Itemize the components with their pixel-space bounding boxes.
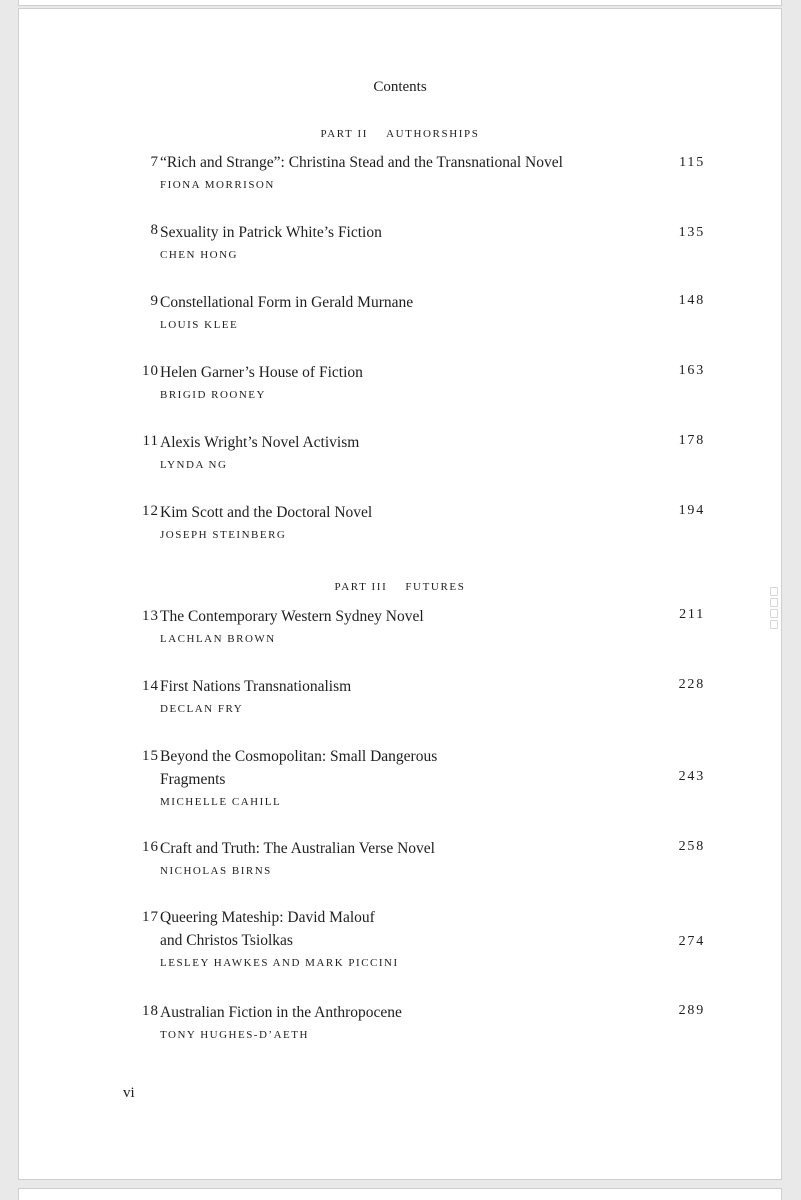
part-name: FUTURES [405,581,466,593]
chapter-number: 17 [142,909,159,925]
next-page-edge [18,1188,782,1200]
chapter-author: DECLAN FRY [160,703,244,715]
page-number: 148 [678,293,705,308]
chapter-number: 13 [142,608,159,624]
chapter-number: 18 [142,1003,159,1019]
part-heading-futures [19,581,781,593]
chapter-title-line: Queering Mateship: David Malouf [160,909,375,926]
page-number: 243 [678,769,705,784]
part-name: AUTHORSHIPS [386,128,480,140]
chapter-title-line: Beyond the Cosmopolitan: Small Dangerous [160,748,438,765]
chapter-title: The Contemporary Western Sydney Novel [160,608,424,625]
chapter-title: “Rich and Strange”: Christina Stead and the Transnational Novel [160,154,563,171]
chapter-number: 11 [142,433,159,449]
chapter-number: 9 [150,293,159,309]
chapter-author: LACHLAN BROWN [160,633,276,645]
page-number: 258 [678,839,705,854]
chapter-number: 14 [142,678,159,694]
page-number: 135 [678,225,705,240]
chapter-number: 10 [142,363,159,379]
chapter-title: Sexuality in Patrick White’s Fiction [160,224,382,241]
page-number: 289 [678,1003,705,1018]
chapter-title-line: and Christos Tsiolkas [160,932,293,949]
chapter-author: JOSEPH STEINBERG [160,529,287,541]
chapter-author: MICHELLE CAHILL [160,796,282,808]
page-number: 163 [678,363,705,378]
page-number: 228 [678,677,705,692]
chapter-author: NICHOLAS BIRNS [160,865,272,877]
previous-page-edge [18,0,782,6]
page-number: 178 [678,433,705,448]
page-number: 194 [678,503,705,518]
chapter-number: 12 [142,503,159,519]
chapter-author: LOUIS KLEE [160,319,239,331]
chapter-title: Kim Scott and the Doctoral Novel [160,504,373,521]
chapter-title: First Nations Transnationalism [160,678,352,695]
part-heading-authorships [19,128,781,140]
page-number: 211 [679,607,705,622]
chapter-author: TONY HUGHES-D’AETH [160,1029,309,1041]
chapter-number: 15 [142,748,159,764]
chapter-number: 8 [150,222,159,238]
chapter-title: Constellational Form in Gerald Murnane [160,294,414,311]
chapter-number: 16 [142,839,159,855]
chapter-number: 7 [150,154,159,170]
chapter-title: Alexis Wright’s Novel Activism [160,434,360,451]
part-label: PART II [320,128,369,140]
contents-page [18,8,782,1180]
page-number: 115 [679,155,705,170]
scanner-watermark [767,587,781,629]
chapter-title: Helen Garner’s House of Fiction [160,364,363,381]
chapter-author: FIONA MORRISON [160,179,275,191]
chapter-title-line: Fragments [160,771,226,788]
page-number: 274 [678,934,705,949]
part-label: PART III [334,581,388,593]
chapter-title: Craft and Truth: The Australian Verse Novel [160,840,435,857]
chapter-author: LESLEY HAWKES AND MARK PICCINI [160,957,399,969]
chapter-author: LYNDA NG [160,459,228,471]
page-folio: vi [123,1085,135,1101]
page-title: Contents [373,79,427,95]
chapter-author: BRIGID ROONEY [160,389,266,401]
chapter-author: CHEN HONG [160,249,238,261]
chapter-title: Australian Fiction in the Anthropocene [160,1004,402,1021]
